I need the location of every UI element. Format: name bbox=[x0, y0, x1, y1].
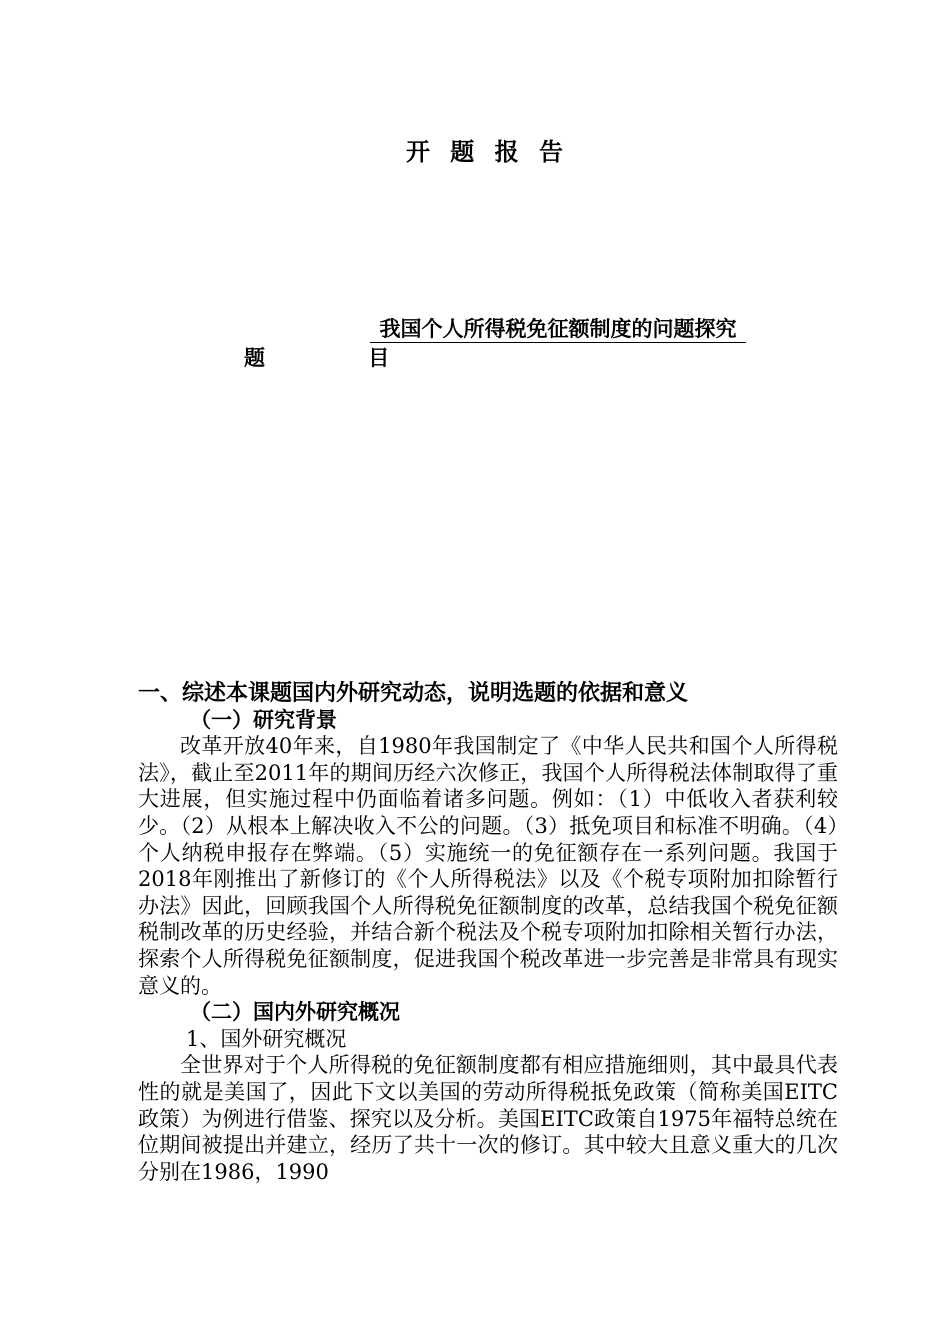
section-1 bbox=[138, 680, 858, 1185]
document-title: 开 题 报 告 bbox=[405, 137, 570, 166]
background-paragraph: 改革开放40年来，自1980年我国制定了《中华人民共和国个人所得税法》，截止至2011年的期间历经六次修正，我国个人所得税法体制取得了重大进展，但实施过程中仍面临着诸多问题。例如：（1）中低收入者获利较少。（2）从根本上解决收入不公的问题。（3）抵免项目和标准不明确。（4）个人纳税申报存在弊端。（5）实施统一的免征额存在一系列问题。我国于2018年刚推出了新修订的《个人所得税法》以及《个税专项附加扣除暂行办法》因此，回顾我国个人所得税免征额制度的改革，总结我国个税免征额税制改革的历史经验，并结合新个税法及个税专项附加扣除相关暂行办法，探索个人所得税免征额制度，促进我国个税改革进一步完善是非常具有现实意义的。 bbox=[138, 734, 838, 998]
topic-label: 题 目 bbox=[244, 345, 438, 370]
foreign-research-heading: 1、国外研究概况 bbox=[186, 1026, 347, 1051]
subsection-heading-background: （一）研究背景 bbox=[190, 706, 337, 732]
subsection-heading-overview: （二）国内外研究概况 bbox=[190, 999, 400, 1025]
foreign-research-paragraph: 全世界对于个人所得税的免征额制度都有相应措施细则，其中最具代表性的就是美国了，因此下文以美国的劳动所得税抵免政策（简称美国EITC政策）为例进行借鉴、探究以及分析。美国EITC政策自1975年福特总统在位期间被提出并建立，经历了共十一次的修订。其中较大且意义重大的几次分别在1986，1990 bbox=[138, 1053, 838, 1184]
topic-row bbox=[244, 315, 764, 375]
topic-value: 我国个人所得税免征额制度的问题探究 bbox=[370, 315, 746, 343]
section-heading: 一、综述本课题国内外研究动态，说明选题的依据和意义 bbox=[138, 680, 689, 706]
